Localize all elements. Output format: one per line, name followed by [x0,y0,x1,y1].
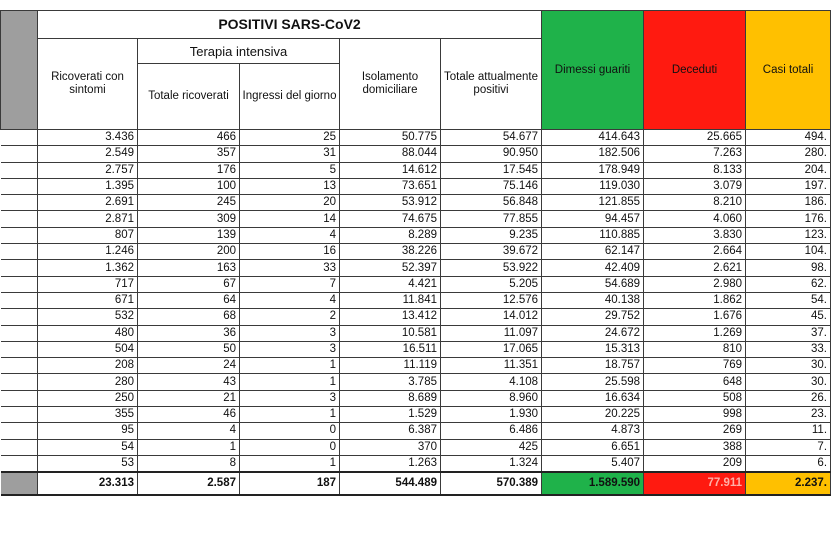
table-row [1,309,831,325]
total-deceduti-cell: 77.911 [644,472,746,495]
totale-positivi-cell: 11.351 [441,358,542,374]
region-cell [1,423,38,439]
ricoverati-cell: 532 [38,309,138,325]
table-row [1,178,831,194]
dimessi-cell: 29.752 [542,309,644,325]
totale-positivi-cell: 1.930 [441,407,542,423]
deceduti-cell: 3.079 [644,178,746,194]
table-row [1,276,831,292]
ingressi-cell: 3 [240,325,340,341]
terapia-intensiva-header: Terapia intensiva [138,39,340,64]
ricoverati-cell: 2.757 [38,162,138,178]
ingressi-cell: 1 [240,407,340,423]
totale-positivi-cell: 17.545 [441,162,542,178]
region-cell [1,260,38,276]
casi-totali-header: Casi totali [746,11,831,130]
deceduti-cell: 508 [644,390,746,406]
deceduti-cell: 810 [644,341,746,357]
isolamento-cell: 370 [340,439,441,455]
casi-totali-cell: 30. [746,358,831,374]
dimessi-cell: 4.873 [542,423,644,439]
deceduti-cell: 8.133 [644,162,746,178]
totale-positivi-cell: 90.950 [441,146,542,162]
isolamento-cell: 11.119 [340,358,441,374]
region-header-cell [1,11,38,130]
ricoverati-cell: 355 [38,407,138,423]
table-row [1,130,831,146]
table-row [1,227,831,243]
totale-positivi-cell: 39.672 [441,244,542,260]
deceduti-cell: 2.664 [644,244,746,260]
dimessi-cell: 5.407 [542,455,644,472]
totale-positivi-cell: 56.848 [441,195,542,211]
totale-positivi-cell: 54.677 [441,130,542,146]
deceduti-cell: 769 [644,358,746,374]
ricoverati-cell: 208 [38,358,138,374]
isolamento-cell: 10.581 [340,325,441,341]
total-isolamento-cell: 544.489 [340,472,441,495]
totale-positivi-header: Totale attualmente positivi [441,39,542,130]
ingressi-cell: 5 [240,162,340,178]
dimessi-cell: 40.138 [542,292,644,308]
casi-totali-cell: 197. [746,178,831,194]
totale-ricoverati-cell: 46 [138,407,240,423]
table-row [1,211,831,227]
ingressi-cell: 31 [240,146,340,162]
totale-positivi-cell: 14.012 [441,309,542,325]
ricoverati-cell: 250 [38,390,138,406]
ingressi-cell: 7 [240,276,340,292]
ingressi-cell: 1 [240,455,340,472]
isolamento-cell: 50.775 [340,130,441,146]
isolamento-cell: 16.511 [340,341,441,357]
region-cell [1,211,38,227]
isolamento-header: Isolamento domiciliare [340,39,441,130]
ingressi-cell: 0 [240,423,340,439]
dimessi-cell: 25.598 [542,374,644,390]
ricoverati-cell: 1.362 [38,260,138,276]
region-cell [1,227,38,243]
isolamento-cell: 3.785 [340,374,441,390]
region-cell [1,439,38,455]
table-row [1,162,831,178]
casi-totali-cell: 123. [746,227,831,243]
dimessi-cell: 20.225 [542,407,644,423]
totale-ricoverati-cell: 8 [138,455,240,472]
ricoverati-cell: 807 [38,227,138,243]
totals-row [1,472,831,495]
totale-positivi-cell: 53.922 [441,260,542,276]
region-cell [1,244,38,260]
totale-ricoverati-cell: 68 [138,309,240,325]
casi-totali-cell: 30. [746,374,831,390]
table-row [1,390,831,406]
isolamento-cell: 74.675 [340,211,441,227]
ricoverati-cell: 671 [38,292,138,308]
region-cell [1,407,38,423]
ricoverati-cell: 717 [38,276,138,292]
ricoverati-cell: 53 [38,455,138,472]
table-row [1,325,831,341]
totale-positivi-cell: 6.486 [441,423,542,439]
totals-label-cell [1,472,38,495]
deceduti-cell: 1.269 [644,325,746,341]
totale-ricoverati-cell: 50 [138,341,240,357]
table-row [1,260,831,276]
casi-totali-cell: 280. [746,146,831,162]
totale-positivi-cell: 75.146 [441,178,542,194]
ingressi-cell: 1 [240,374,340,390]
region-cell [1,341,38,357]
ricoverati-cell: 3.436 [38,130,138,146]
totale-ricoverati-cell: 43 [138,374,240,390]
casi-totali-cell: 494. [746,130,831,146]
casi-totali-cell: 7. [746,439,831,455]
ingressi-cell: 4 [240,292,340,308]
region-cell [1,178,38,194]
isolamento-cell: 4.421 [340,276,441,292]
total-totale-positivi-cell: 570.389 [441,472,542,495]
ricoverati-cell: 2.871 [38,211,138,227]
table-row [1,292,831,308]
isolamento-cell: 1.529 [340,407,441,423]
totale-ricoverati-header: Totale ricoverati [138,64,240,130]
dimessi-cell: 54.689 [542,276,644,292]
totale-ricoverati-cell: 4 [138,423,240,439]
region-cell [1,374,38,390]
totale-ricoverati-cell: 24 [138,358,240,374]
total-casi-totali-cell: 2.237. [746,472,831,495]
totale-ricoverati-cell: 139 [138,227,240,243]
isolamento-cell: 38.226 [340,244,441,260]
totale-ricoverati-cell: 200 [138,244,240,260]
table-row [1,423,831,439]
ingressi-cell: 1 [240,358,340,374]
dimessi-guariti-header: Dimessi guariti [542,11,644,130]
casi-totali-cell: 62. [746,276,831,292]
isolamento-cell: 88.044 [340,146,441,162]
isolamento-cell: 73.651 [340,178,441,194]
dimessi-cell: 24.672 [542,325,644,341]
deceduti-cell: 209 [644,455,746,472]
dimessi-cell: 182.506 [542,146,644,162]
ingressi-cell: 14 [240,211,340,227]
ingressi-header: Ingressi del giorno [240,64,340,130]
dimessi-cell: 178.949 [542,162,644,178]
ingressi-cell: 3 [240,390,340,406]
isolamento-cell: 8.289 [340,227,441,243]
isolamento-cell: 53.912 [340,195,441,211]
table-title: POSITIVI SARS-CoV2 [38,11,542,39]
dimessi-cell: 42.409 [542,260,644,276]
total-dimessi-cell: 1.589.590 [542,472,644,495]
casi-totali-cell: 54. [746,292,831,308]
ricoverati-cell: 504 [38,341,138,357]
totale-positivi-cell: 12.576 [441,292,542,308]
region-cell [1,130,38,146]
ingressi-cell: 4 [240,227,340,243]
total-ingressi-cell: 187 [240,472,340,495]
region-cell [1,325,38,341]
totale-positivi-cell: 9.235 [441,227,542,243]
deceduti-cell: 998 [644,407,746,423]
totale-ricoverati-cell: 100 [138,178,240,194]
region-cell [1,276,38,292]
casi-totali-cell: 6. [746,455,831,472]
ingressi-cell: 20 [240,195,340,211]
deceduti-cell: 1.676 [644,309,746,325]
region-cell [1,162,38,178]
ricoverati-header: Ricoverati con sintomi [38,39,138,130]
dimessi-cell: 62.147 [542,244,644,260]
ingressi-cell: 2 [240,309,340,325]
dimessi-cell: 110.885 [542,227,644,243]
totale-positivi-cell: 425 [441,439,542,455]
region-cell [1,390,38,406]
deceduti-cell: 388 [644,439,746,455]
casi-totali-cell: 98. [746,260,831,276]
dimessi-cell: 94.457 [542,211,644,227]
ricoverati-cell: 54 [38,439,138,455]
ingressi-cell: 13 [240,178,340,194]
ingressi-cell: 16 [240,244,340,260]
ingressi-cell: 33 [240,260,340,276]
total-totale-ricoverati-cell: 2.587 [138,472,240,495]
totale-positivi-cell: 11.097 [441,325,542,341]
ricoverati-cell: 280 [38,374,138,390]
dimessi-cell: 121.855 [542,195,644,211]
table-row [1,374,831,390]
ricoverati-cell: 1.395 [38,178,138,194]
table-row [1,341,831,357]
ingressi-cell: 25 [240,130,340,146]
totale-ricoverati-cell: 245 [138,195,240,211]
ingressi-cell: 0 [240,439,340,455]
totale-ricoverati-cell: 309 [138,211,240,227]
isolamento-cell: 6.387 [340,423,441,439]
region-cell [1,292,38,308]
table-row [1,146,831,162]
totale-ricoverati-cell: 357 [138,146,240,162]
casi-totali-cell: 37. [746,325,831,341]
table-row [1,455,831,472]
totale-positivi-cell: 1.324 [441,455,542,472]
covid-table-container [0,10,831,496]
dimessi-cell: 15.313 [542,341,644,357]
totale-ricoverati-cell: 1 [138,439,240,455]
casi-totali-cell: 33. [746,341,831,357]
totale-ricoverati-cell: 21 [138,390,240,406]
dimessi-cell: 16.634 [542,390,644,406]
casi-totali-cell: 45. [746,309,831,325]
casi-totali-cell: 104. [746,244,831,260]
isolamento-cell: 11.841 [340,292,441,308]
region-cell [1,146,38,162]
dimessi-cell: 414.643 [542,130,644,146]
casi-totali-cell: 23. [746,407,831,423]
table-row [1,244,831,260]
deceduti-cell: 2.621 [644,260,746,276]
ricoverati-cell: 95 [38,423,138,439]
table-body [1,130,831,496]
table-row [1,195,831,211]
region-cell [1,358,38,374]
totale-positivi-cell: 5.205 [441,276,542,292]
ricoverati-cell: 2.691 [38,195,138,211]
dimessi-cell: 6.651 [542,439,644,455]
dimessi-cell: 18.757 [542,358,644,374]
region-cell [1,309,38,325]
deceduti-cell: 25.665 [644,130,746,146]
totale-ricoverati-cell: 176 [138,162,240,178]
deceduti-cell: 4.060 [644,211,746,227]
totale-positivi-cell: 77.855 [441,211,542,227]
totale-positivi-cell: 8.960 [441,390,542,406]
ricoverati-cell: 480 [38,325,138,341]
deceduti-cell: 7.263 [644,146,746,162]
totale-ricoverati-cell: 466 [138,130,240,146]
region-cell [1,195,38,211]
isolamento-cell: 13.412 [340,309,441,325]
totale-positivi-cell: 4.108 [441,374,542,390]
casi-totali-cell: 186. [746,195,831,211]
totale-ricoverati-cell: 67 [138,276,240,292]
deceduti-cell: 3.830 [644,227,746,243]
casi-totali-cell: 204. [746,162,831,178]
covid-summary-table [0,10,831,496]
deceduti-cell: 269 [644,423,746,439]
deceduti-cell: 648 [644,374,746,390]
isolamento-cell: 8.689 [340,390,441,406]
isolamento-cell: 52.397 [340,260,441,276]
deceduti-cell: 2.980 [644,276,746,292]
table-row [1,439,831,455]
total-ricoverati-cell: 23.313 [38,472,138,495]
table-row [1,407,831,423]
totale-positivi-cell: 17.065 [441,341,542,357]
isolamento-cell: 14.612 [340,162,441,178]
ricoverati-cell: 1.246 [38,244,138,260]
table-row [1,358,831,374]
totale-ricoverati-cell: 64 [138,292,240,308]
totale-ricoverati-cell: 163 [138,260,240,276]
casi-totali-cell: 11. [746,423,831,439]
deceduti-cell: 8.210 [644,195,746,211]
ricoverati-cell: 2.549 [38,146,138,162]
ingressi-cell: 3 [240,341,340,357]
isolamento-cell: 1.263 [340,455,441,472]
deceduti-header: Deceduti [644,11,746,130]
casi-totali-cell: 176. [746,211,831,227]
deceduti-cell: 1.862 [644,292,746,308]
totale-ricoverati-cell: 36 [138,325,240,341]
dimessi-cell: 119.030 [542,178,644,194]
region-cell [1,455,38,472]
casi-totali-cell: 26. [746,390,831,406]
